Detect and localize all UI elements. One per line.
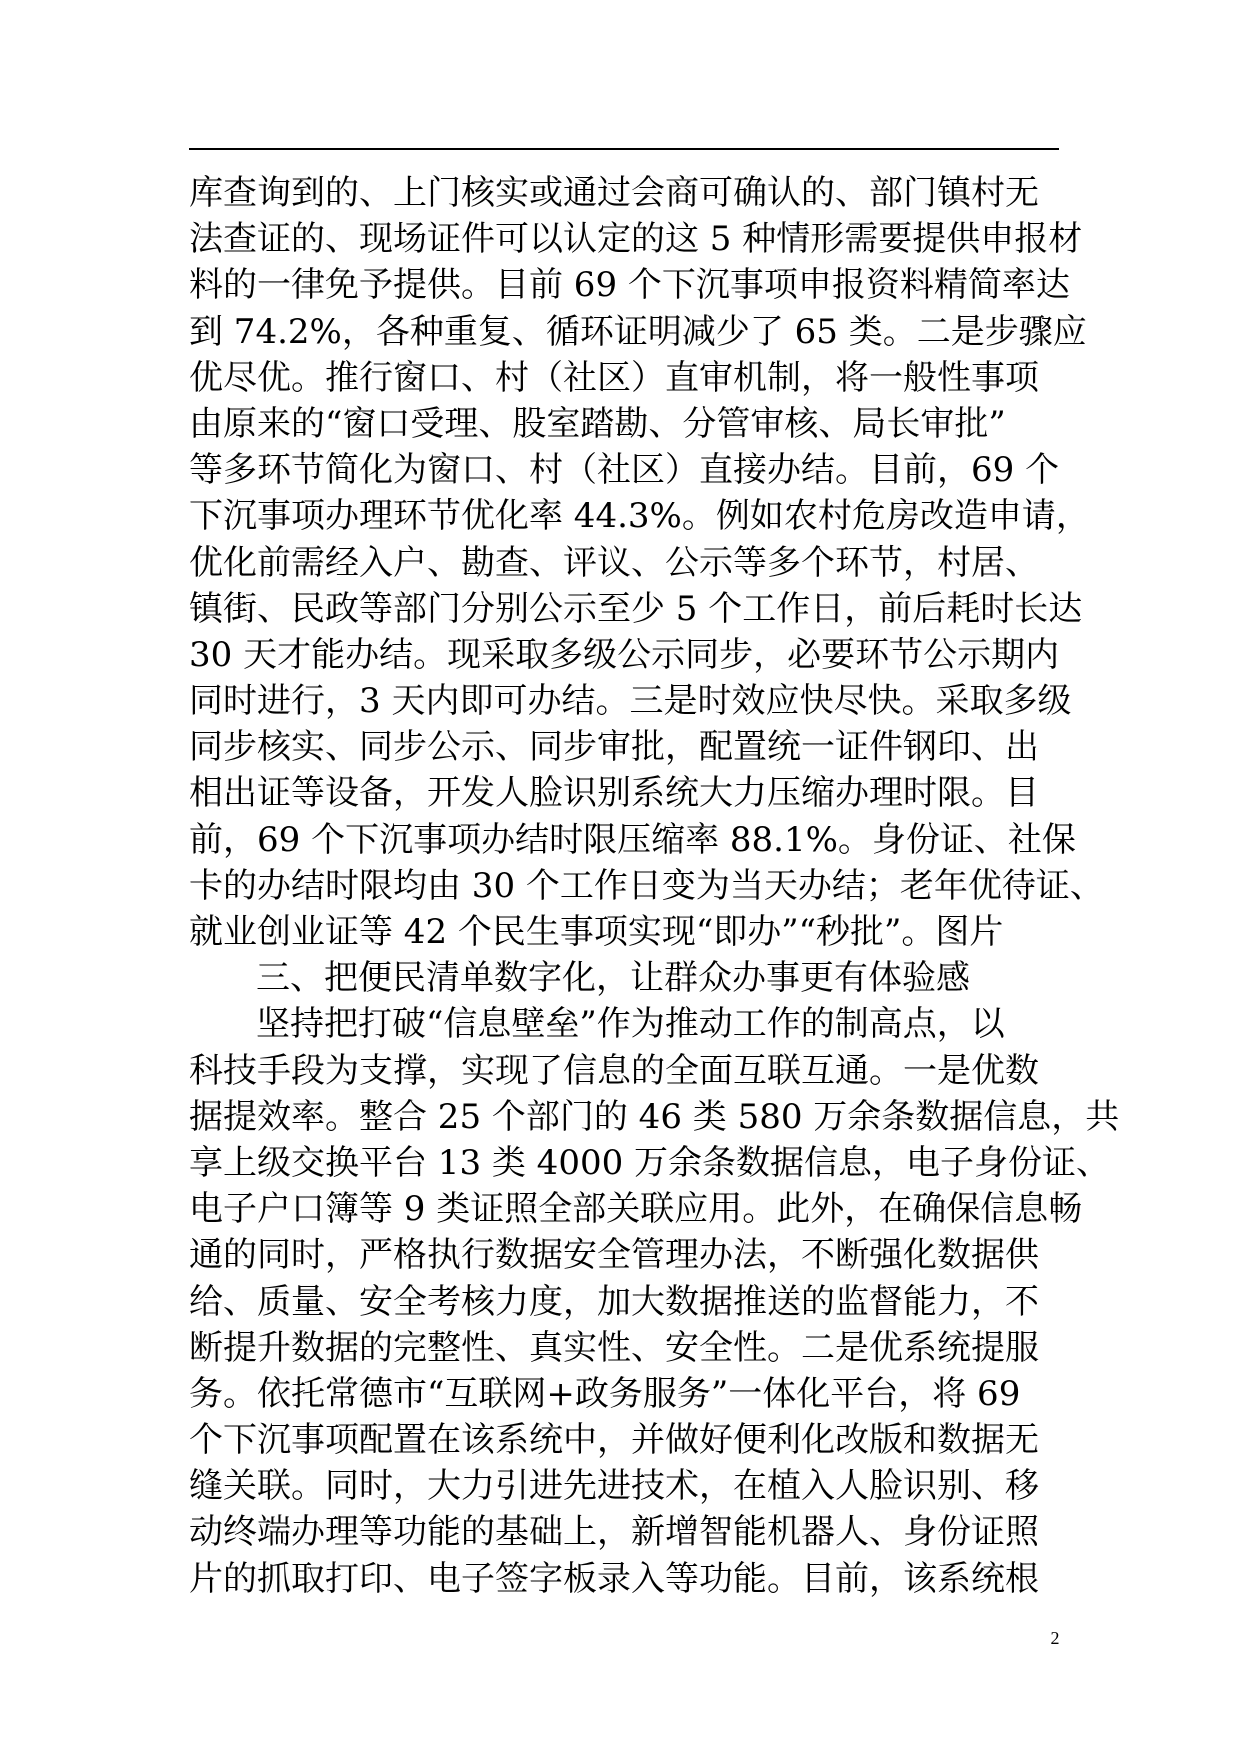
text-line-28: 个下沉事项配置在该系统中，并做好便利化改版和数据无 [189,1420,1039,1461]
text-line-6: 由原来的“窗口受理、股室踏勘、分管审核、局长审批” [189,403,1006,444]
text-line-3: 料的一律免予提供。目前 69 个下沉事项申报资料精简率达 [189,265,1070,306]
text-line-23: 电子户口簿等 9 类证照全部关联应用。此外，在确保信息畅 [189,1189,1083,1230]
text-line-16: 卡的办结时限均由 30 个工作日变为当天办结；老年优待证、 [189,865,1104,906]
text-line-13: 同步核实、同步公示、同步审批，配置统一证件钢印、出 [189,727,1039,768]
text-line-29: 缝关联。同时，大力引进先进技术，在植入人脸识别、移 [189,1466,1039,1507]
text-line-19: 坚持把打破“信息壁垒”作为推动工作的制高点，以 [256,1004,1005,1045]
text-line-10: 镇街、民政等部门分别公示至少 5 个工作日，前后耗时长达 [189,588,1083,629]
text-line-8: 下沉事项办理环节优化率 44.3%。例如农村危房改造申请， [189,496,1090,537]
text-line-30: 动终端办理等功能的基础上，新增智能机器人、身份证照 [189,1512,1039,1553]
section-heading: 三、把便民清单数字化，让群众办事更有体验感 [256,958,970,999]
text-line-27: 务。依托常德市“互联网+政务服务”一体化平台，将 69 [189,1373,1021,1414]
text-line-1: 库查询到的、上门核实或通过会商可确认的、部门镇村无 [189,173,1039,213]
text-line-15: 前，69 个下沉事项办结时限压缩率 88.1%。身份证、社保 [189,819,1076,860]
text-line-12: 同时进行，3 天内即可办结。三是时效应快尽快。采取多级 [189,681,1072,722]
text-line-22: 享上级交换平台 13 类 4000 万余条数据信息，电子身份证、 [189,1142,1111,1183]
text-line-5: 优尽优。推行窗口、村（社区）直审机制，将一般性事项 [189,357,1039,398]
text-line-11: 30 天才能办结。现采取多级公示同步，必要环节公示期内 [189,634,1060,675]
text-line-2: 法查证的、现场证件可以认定的这 5 种情形需要提供申报材 [189,219,1083,260]
text-line-17: 就业创业证等 42 个民生事项实现“即办”“秒批”。图片 [189,912,1004,952]
page-number: 2 [1050,1628,1060,1648]
text-line-24: 通的同时，严格执行数据安全管理办法，不断强化数据供 [189,1235,1039,1276]
text-line-21: 据提效率。整合 25 个部门的 46 类 580 万余条数据信息，共 [189,1096,1120,1137]
text-line-14: 相出证等设备，开发人脸识别系统大力压缩办理时限。目 [189,773,1039,814]
text-line-4: 到 74.2%，各种重复、循环证明减少了 65 类。二是步骤应 [189,311,1087,352]
text-line-20: 科技手段为支撑，实现了信息的全面互联互通。一是优数 [189,1050,1039,1091]
text-line-31: 片的抓取打印、电子签字板录入等功能。目前，该系统根 [189,1558,1039,1599]
text-line-26: 断提升数据的完整性、真实性、安全性。二是优系统提服 [189,1327,1039,1368]
header-rule [189,148,1059,150]
document-body [189,170,1120,1602]
text-line-25: 给、质量、安全考核力度，加大数据推送的监督能力，不 [189,1281,1039,1322]
text-line-9: 优化前需经入户、勘查、评议、公示等多个环节，村居、 [189,542,1039,583]
text-line-7: 等多环节简化为窗口、村（社区）直接办结。目前，69 个 [189,450,1060,491]
